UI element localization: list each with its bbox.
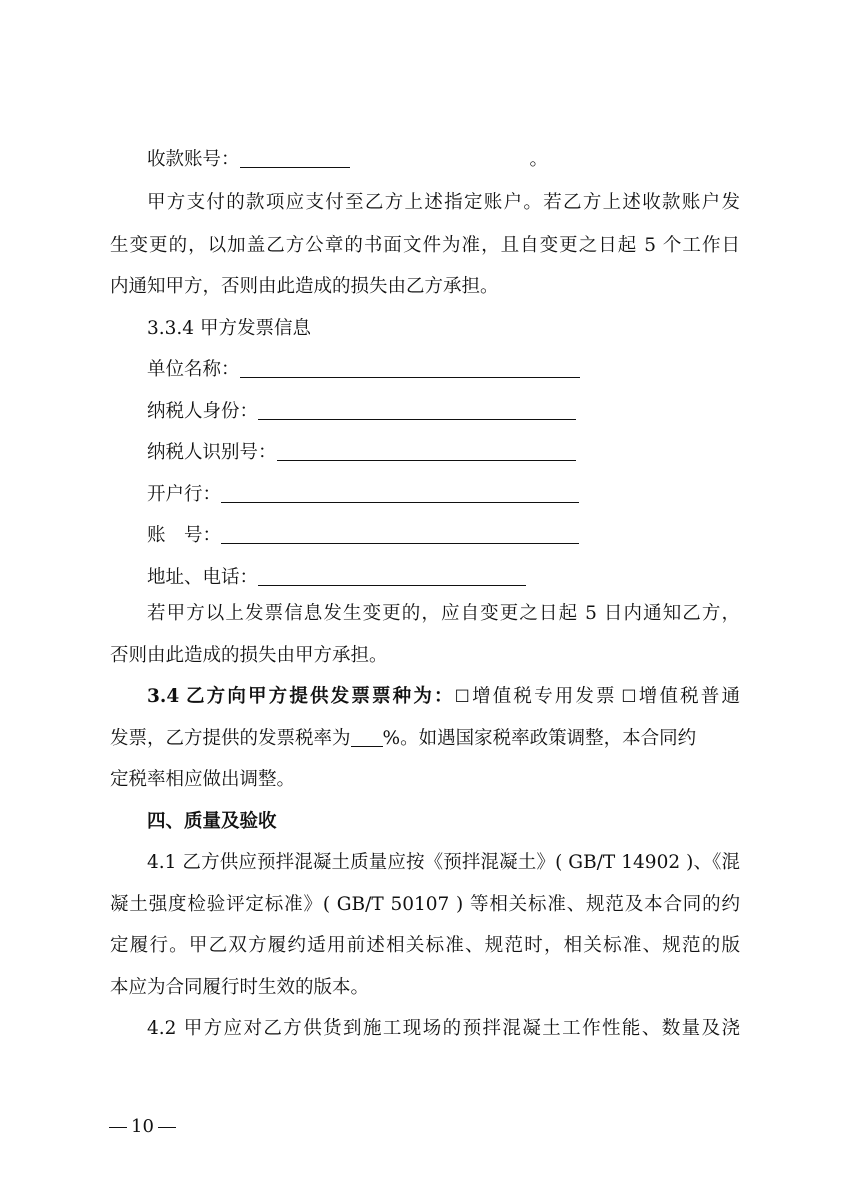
invoice-change-line: 否则由此造成的损失由甲方承担。 [110, 645, 388, 666]
invoice-field-account [147, 522, 740, 550]
clause-4-1-line: 定履行。甲乙双方履约适用前述相关标准、规范时，相关标准、规范的版 [110, 935, 740, 956]
field-blank [277, 440, 576, 461]
field-label: 开户行： [147, 484, 222, 505]
dash-decoration [158, 1127, 176, 1128]
tax-rate-prefix: 发票，乙方提供的发票税率为 [110, 728, 351, 749]
payee-account-blank [240, 147, 350, 168]
tax-rate-blank [351, 726, 383, 747]
payee-account-line [147, 146, 740, 174]
invoice-field-address-phone [147, 564, 740, 592]
clause-4-1-line: 凝土强度检验评定标准》( GB/T 50107 ) 等相关标准、规范及本合同的约 [110, 894, 740, 915]
invoice-field-taxpayer-id [147, 439, 740, 467]
payment-para-line: 生变更的，以加盖乙方公章的书面文件为准，且自变更之日起 5 个工作日 [110, 235, 740, 256]
invoice-change-line: 若甲方以上发票信息发生变更的，应自变更之日起 5 日内通知乙方， [147, 603, 740, 624]
clause-4-1-line: 本应为合同履行时生效的版本。 [110, 977, 370, 998]
field-label: 单位名称： [147, 359, 240, 380]
field-blank [221, 523, 579, 544]
page-number: 10 [131, 1116, 154, 1137]
invoice-type-line [147, 683, 740, 711]
invoice-section-title: 3.3.4 甲方发票信息 [147, 318, 311, 339]
invoice-type-line: 定税率相应做出调整。 [110, 769, 296, 790]
field-blank [240, 357, 580, 378]
field-label: 纳税人身份： [147, 401, 259, 422]
payment-para-line: 内通知甲方，否则由此造成的损失由乙方承担。 [110, 276, 499, 297]
field-blank [258, 399, 576, 420]
invoice-type-label: 乙方向甲方提供发票票种为： [183, 686, 455, 707]
checkbox-icon[interactable]: ☐ [454, 687, 470, 707]
invoice-type-line [110, 725, 740, 753]
field-label: 纳税人识别号： [147, 442, 277, 463]
field-label: 账 号： [147, 525, 222, 546]
clause-4-1-line: 4.1 乙方供应预拌混凝土质量应按《预拌混凝土》( GB/T 14902 )、《混 [147, 852, 740, 873]
section-heading: 四、质量及验收 [147, 811, 277, 832]
payment-para-line: 甲方支付的款项应支付至乙方上述指定账户。若乙方上述收款账户发 [147, 192, 740, 213]
invoice-type-number: 3.4 [147, 686, 180, 707]
option-normal-invoice-part1: 增值税普通 [636, 686, 740, 707]
invoice-field-company [147, 356, 740, 384]
page-footer [105, 1115, 180, 1139]
field-blank [221, 482, 579, 503]
dash-decoration [109, 1127, 127, 1128]
payee-account-label: 收款账号： [147, 149, 240, 170]
tax-rate-suffix: %。如遇国家税率政策调整，本合同约 [382, 728, 697, 749]
field-label: 地址、电话： [147, 567, 259, 588]
invoice-field-taxpayer-status [147, 398, 740, 426]
invoice-field-bank [147, 481, 740, 509]
checkbox-icon[interactable]: ☐ [621, 687, 637, 707]
option-special-invoice: 增值税专用发票 [469, 686, 617, 707]
payee-end-mark: 。 [529, 149, 549, 170]
field-blank [258, 565, 526, 586]
clause-4-2-line: 4.2 甲方应对乙方供货到施工现场的预拌混凝土工作性能、数量及浇 [147, 1018, 740, 1039]
